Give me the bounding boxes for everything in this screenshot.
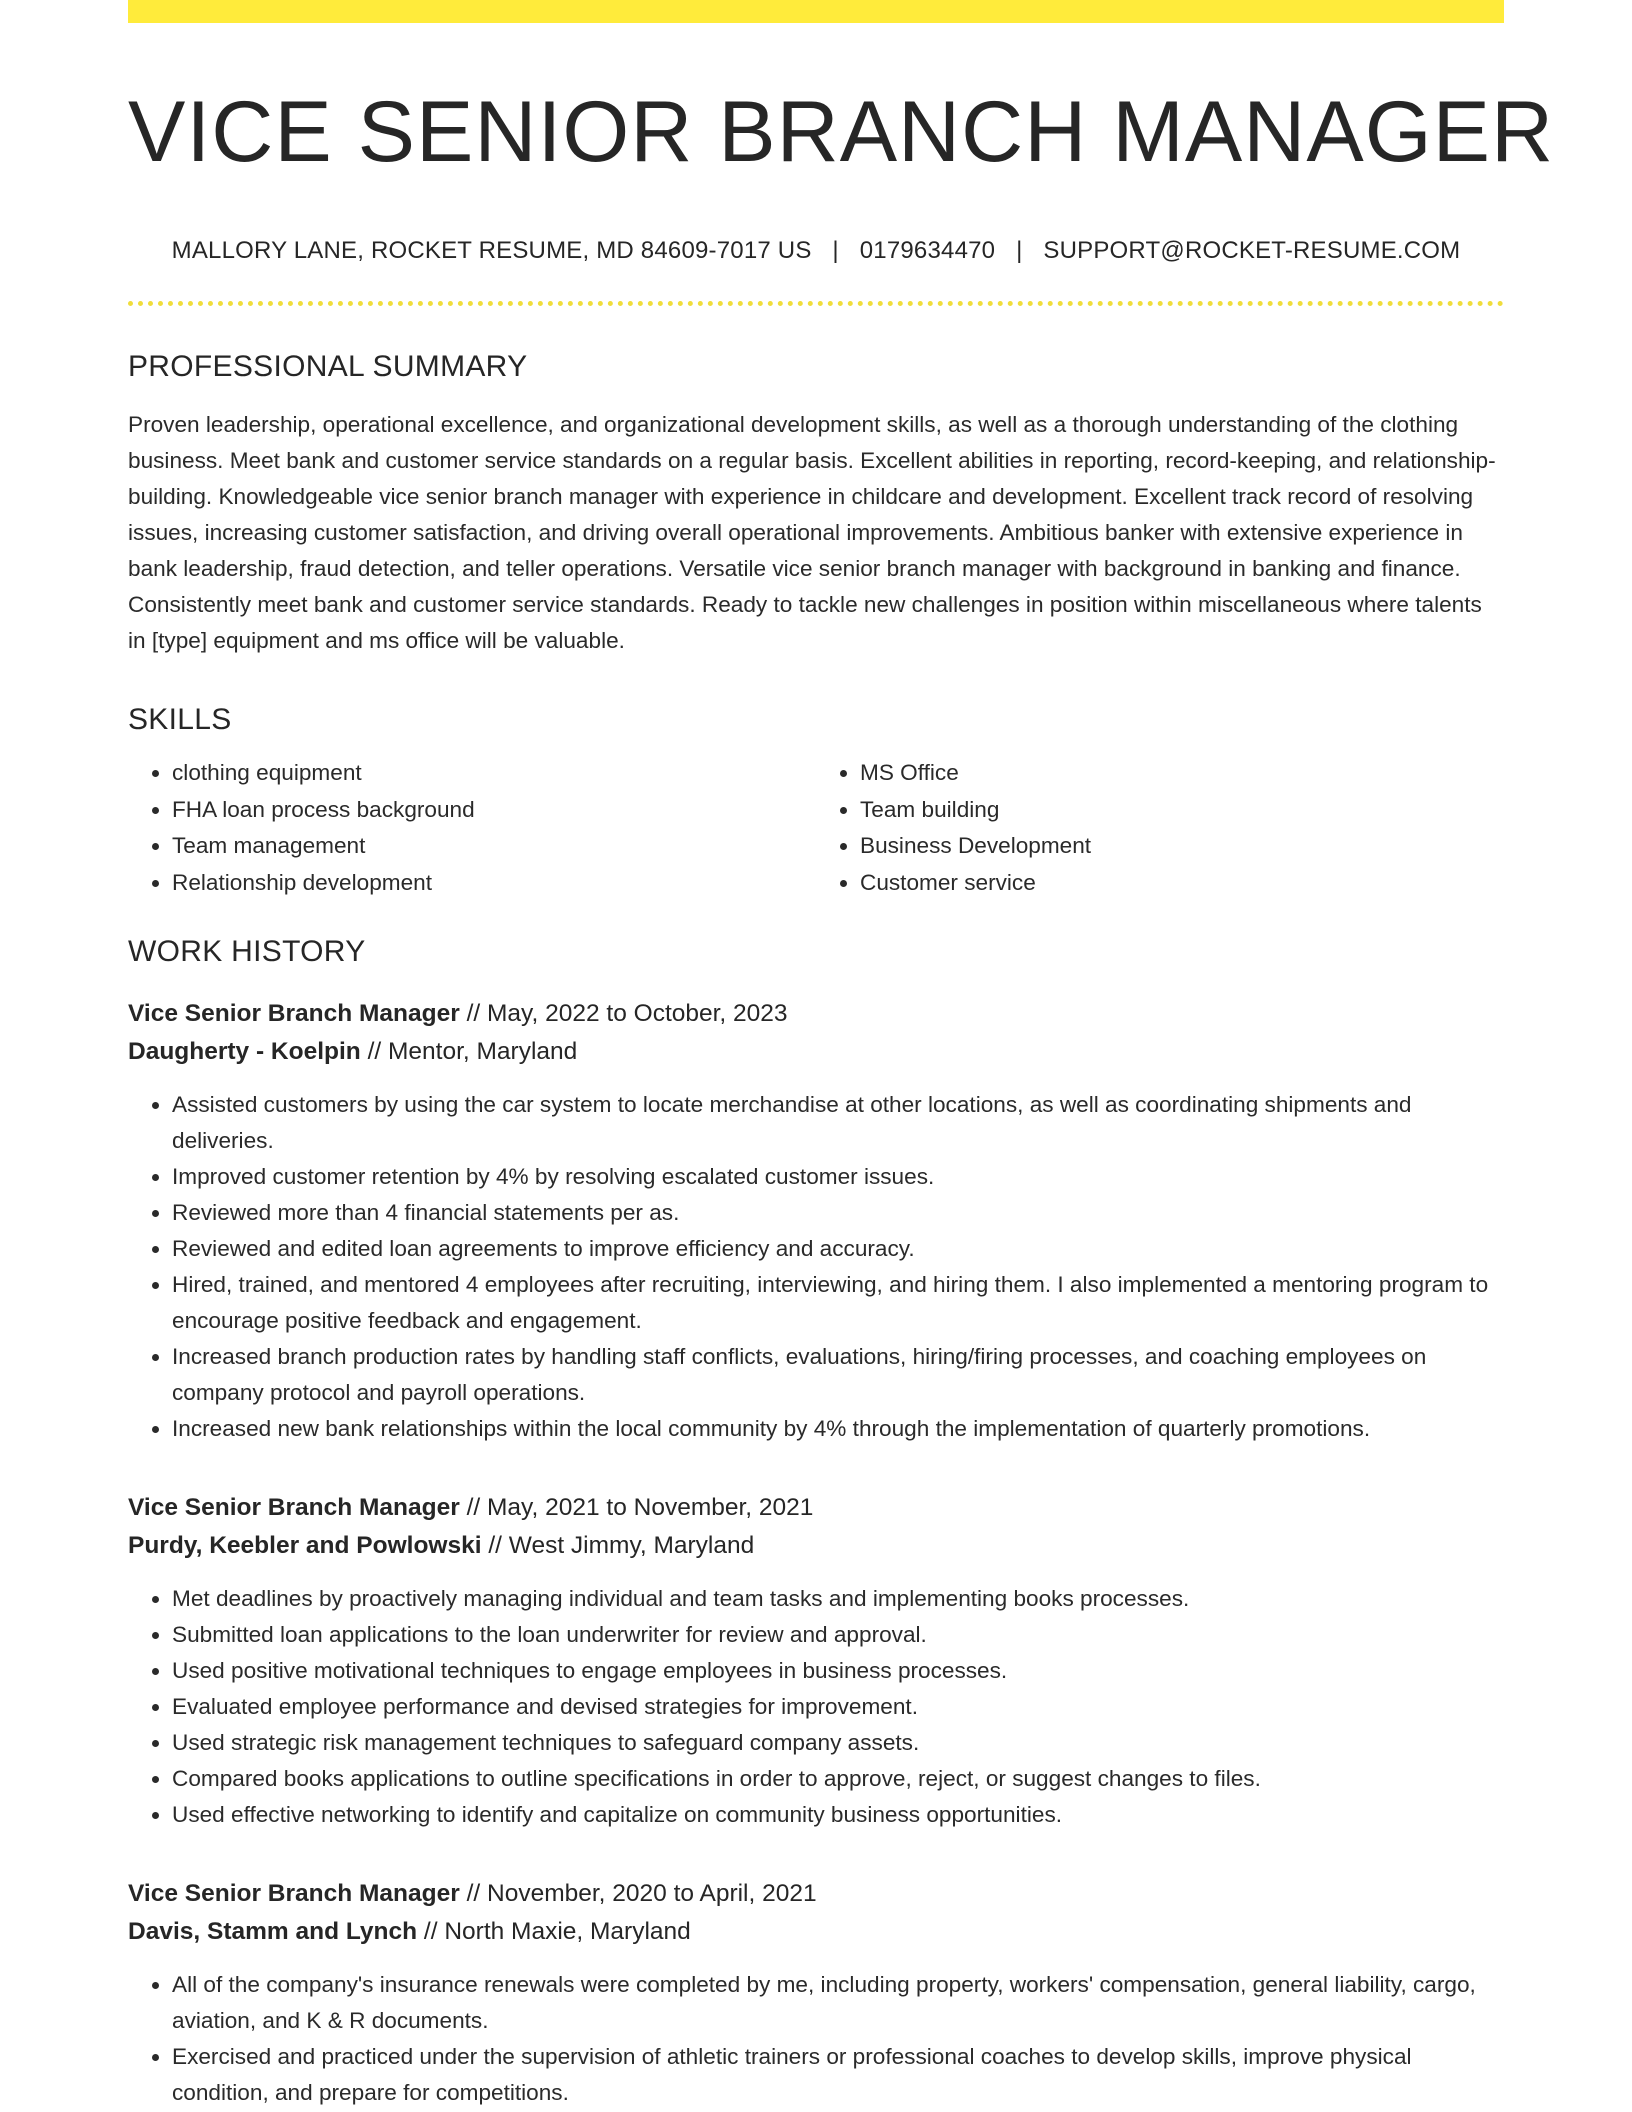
skills-list-right	[816, 755, 1504, 901]
job-bullet: • Compared books applications to outline specifications in order to approve, reject, or suggest changes to files.	[172, 1761, 1504, 1797]
job-role-line	[128, 1489, 1504, 1527]
summary-text: Proven leadership, operational excellence, and organizational development skills, as well as a thorough understanding of the clothing business. Meet bank and customer service standards on a regular basis. Excellent abilities in reporting, record-keeping, and relationship-building. Knowledgeable vice senior branch manager with experience in childcare and development. Excellent track record of resolving issues, increasing customer satisfaction, and driving overall operational improvements. Ambitious banker with extensive experience in bank leadership, fraud detection, and teller operations. Versatile vice senior branch manager with background in banking and finance. Consistently meet bank and customer service standards. Ready to tackle new challenges in position within miscellaneous where talents in [type] equipment and ms office will be valuable.	[128, 412, 1496, 654]
skill-item: • FHA loan process background	[172, 792, 816, 829]
skills-heading: SKILLS	[128, 703, 232, 737]
job-bullets	[128, 1967, 1504, 2111]
job-bullet: • Met deadlines by proactively managing individual and team tasks and implementing books processes.	[172, 1581, 1504, 1617]
work-history-heading: WORK HISTORY	[128, 935, 366, 969]
job-entry	[128, 1875, 1504, 2111]
job-dates: // May, 2022 to October, 2023	[459, 1000, 788, 1028]
job-dates: // November, 2020 to April, 2021	[459, 1880, 817, 1908]
job-bullet: • Used effective networking to identify and capitalize on community business opportunities.	[172, 1797, 1504, 1833]
job-location: // North Maxie, Maryland	[417, 1918, 691, 1946]
job-entry	[128, 1489, 1504, 1833]
job-role: Vice Senior Branch Manager	[128, 1000, 460, 1028]
job-dates: // May, 2021 to November, 2021	[459, 1494, 814, 1522]
job-entry	[128, 995, 1504, 1447]
skill-item: • Team management	[172, 828, 816, 865]
job-company: Daugherty - Koelpin	[128, 1038, 361, 1066]
skill-item: • Team building	[860, 792, 1504, 829]
skill-item: • Relationship development	[172, 865, 816, 902]
skills-grid	[128, 755, 1504, 901]
job-company: Purdy, Keebler and Powlowski	[128, 1532, 482, 1560]
job-company: Davis, Stamm and Lynch	[128, 1918, 418, 1946]
job-bullet: • All of the company's insurance renewals were completed by me, including property, workers' compensation, general liability, cargo, aviation, and K & R documents.	[172, 1967, 1504, 2039]
job-company-line	[128, 1913, 1504, 1951]
job-role-line	[128, 995, 1504, 1033]
skill-item: • Customer service	[860, 865, 1504, 902]
contact-phone: 0179634470	[859, 237, 996, 265]
skill-item: • clothing equipment	[172, 755, 816, 792]
job-company-line	[128, 1033, 1504, 1071]
job-bullet: • Reviewed and edited loan agreements to improve efficiency and accuracy.	[172, 1231, 1504, 1267]
job-bullets	[128, 1581, 1504, 1833]
job-bullet: • Used positive motivational techniques to engage employees in business processes.	[172, 1653, 1504, 1689]
job-location: // Mentor, Maryland	[360, 1038, 578, 1066]
contact-email: SUPPORT@ROCKET-RESUME.COM	[1043, 237, 1461, 265]
job-company-line	[128, 1527, 1504, 1565]
dotted-divider	[128, 301, 1504, 306]
job-bullet: • Hired, trained, and mentored 4 employees after recruiting, interviewing, and hiring them. I also implemented a mentoring program to encourage positive feedback and engagement.	[172, 1267, 1504, 1339]
job-role-line	[128, 1875, 1504, 1913]
contact-line	[128, 237, 1504, 265]
job-role: Vice Senior Branch Manager	[128, 1494, 460, 1522]
summary-heading: PROFESSIONAL SUMMARY	[128, 350, 528, 384]
skill-item: • MS Office	[860, 755, 1504, 792]
contact-separator: |	[832, 237, 839, 265]
resume-page	[128, 0, 1555, 2111]
job-bullet: • Used strategic risk management techniques to safeguard company assets.	[172, 1725, 1504, 1761]
contact-address: MALLORY LANE, ROCKET RESUME, MD 84609-7017 US	[171, 237, 812, 265]
job-bullet: • Exercised and practiced under the supervision of athletic trainers or professional coaches to develop skills, improve physical condition, and prepare for competitions.	[172, 2039, 1504, 2111]
contact-separator: |	[1016, 237, 1023, 265]
job-bullet: • Increased branch production rates by handling staff conflicts, evaluations, hiring/firing processes, and coaching employees on company protocol and payroll operations.	[172, 1339, 1504, 1411]
job-bullet: • Assisted customers by using the car system to locate merchandise at other locations, as well as coordinating shipments and deliveries.	[172, 1087, 1504, 1159]
job-location: // West Jimmy, Maryland	[481, 1532, 755, 1560]
job-bullet: • Reviewed more than 4 financial statements per as.	[172, 1195, 1504, 1231]
job-bullet: • Evaluated employee performance and devised strategies for improvement.	[172, 1689, 1504, 1725]
job-role: Vice Senior Branch Manager	[128, 1880, 460, 1908]
resume-name: VICE SENIOR BRANCH MANAGER	[128, 84, 1555, 180]
skills-list-left	[128, 755, 816, 901]
skill-item: • Business Development	[860, 828, 1504, 865]
job-bullet: • Improved customer retention by 4% by resolving escalated customer issues.	[172, 1159, 1504, 1195]
job-bullet: • Increased new bank relationships within the local community by 4% through the implementation of quarterly promotions.	[172, 1411, 1504, 1447]
job-bullet: • Submitted loan applications to the loan underwriter for review and approval.	[172, 1617, 1504, 1653]
job-bullets	[128, 1087, 1504, 1447]
accent-bar	[128, 0, 1504, 23]
